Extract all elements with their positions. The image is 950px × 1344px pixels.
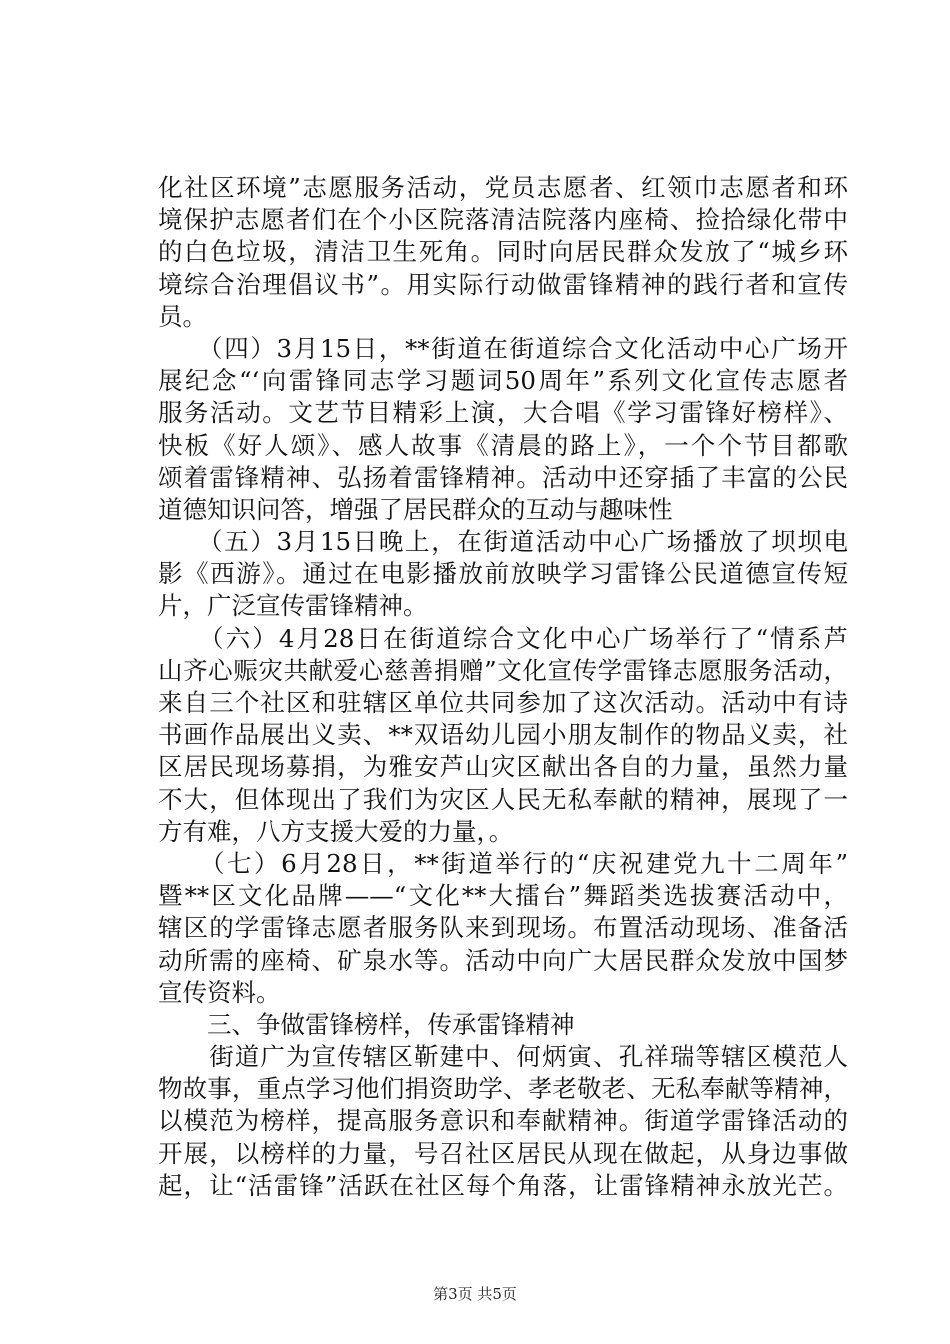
text-line: 起，让“活雷锋”活跃在社区每个角落，让雷锋精神永放光芒。: [158, 1170, 848, 1200]
text-line: 三、争做雷锋榜样，传承雷锋精神: [158, 1009, 575, 1039]
text-line: 山齐心赈灾共献爱心慈善捐赠”文化宣传学雷锋志愿服务活动，: [158, 655, 848, 685]
text-line: 书画作品展出义卖、**双语幼儿园小朋友制作的物品义卖，社: [158, 720, 848, 750]
text-line: 以模范为榜样，提高服务意识和奉献精神。街道学雷锋活动的: [158, 1106, 848, 1136]
text-line: 展纪念“‘向雷锋同志学习题词50周年”系列文化宣传志愿者: [158, 366, 848, 396]
text-line: 道德知识问答，增强了居民群众的互动与趣味性: [158, 494, 673, 524]
text-line: 快板《好人颂》、感人故事《清晨的路上》，一个个节目都歌: [158, 430, 848, 460]
text-line: 开展，以榜样的力量，号召社区居民从现在做起，从身边事做: [158, 1138, 848, 1168]
body-text: [158, 172, 848, 1202]
text-line: 宣传资料。: [158, 977, 281, 1007]
text-line: 化社区环境”志愿服务活动，党员志愿者、红领巾志愿者和环: [158, 173, 848, 202]
text-line: 服务活动。文艺节目精彩上演，大合唱《学习雷锋好榜样》、: [158, 398, 848, 428]
text-line: 物故事，重点学习他们捐资助学、孝老敬老、无私奉献等精神，: [158, 1074, 848, 1104]
text-line: （六）4月28日在街道综合文化中心广场举行了“情系芦: [158, 623, 848, 653]
text-line: （七）6月28日，**街道举行的“庆祝建党九十二周年”: [158, 848, 848, 878]
text-line: 街道广为宣传辖区靳建中、何炳寅、孔祥瑞等辖区模范人: [158, 1042, 848, 1072]
text-line: 来自三个社区和驻辖区单位共同参加了这次活动。活动中有诗: [158, 688, 848, 717]
text-line: 区居民现场募捐，为雅安芦山灾区献出各自的力量，虽然力量: [158, 752, 848, 782]
text-line: 境保护志愿者们在个小区院落清洁院落内座椅、捡拾绿化带中: [158, 205, 848, 235]
text-line: （五）3月15日晚上，在街道活动中心广场播放了坝坝电: [158, 527, 848, 557]
page-footer: 第3页 共5页: [433, 1285, 517, 1303]
text-line: 不大，但体现出了我们为灾区人民无私奉献的精神，展现了一: [158, 784, 848, 814]
text-line: 辖区的学雷锋志愿者服务队来到现场。布置活动现场、准备活: [158, 913, 848, 943]
text-line: 影《西游》。通过在电影播放前放映学习雷锋公民道德宣传短: [158, 559, 848, 589]
text-line: 颂着雷锋精神、弘扬着雷锋精神。活动中还穿插了丰富的公民: [158, 462, 848, 492]
text-line: 员。: [158, 301, 207, 331]
text-line: （四）3月15日，**街道在街道综合文化活动中心广场开: [158, 333, 848, 363]
text-line: 的白色垃圾，清洁卫生死角。同时向居民群众发放了“城乡环: [158, 237, 848, 267]
text-line: 方有难，八方支援大爱的力量，。: [158, 816, 514, 846]
text-line: 片，广泛宣传雷锋精神。: [158, 591, 428, 621]
text-line: 境综合治理倡议书”。用实际行动做雷锋精神的践行者和宣传: [158, 269, 848, 299]
text-line: 动所需的座椅、矿泉水等。活动中向广大居民群众发放中国梦: [158, 945, 848, 975]
text-line: 暨**区文化品牌——“文化**大擂台”舞蹈类选拔赛活动中，: [158, 881, 848, 911]
